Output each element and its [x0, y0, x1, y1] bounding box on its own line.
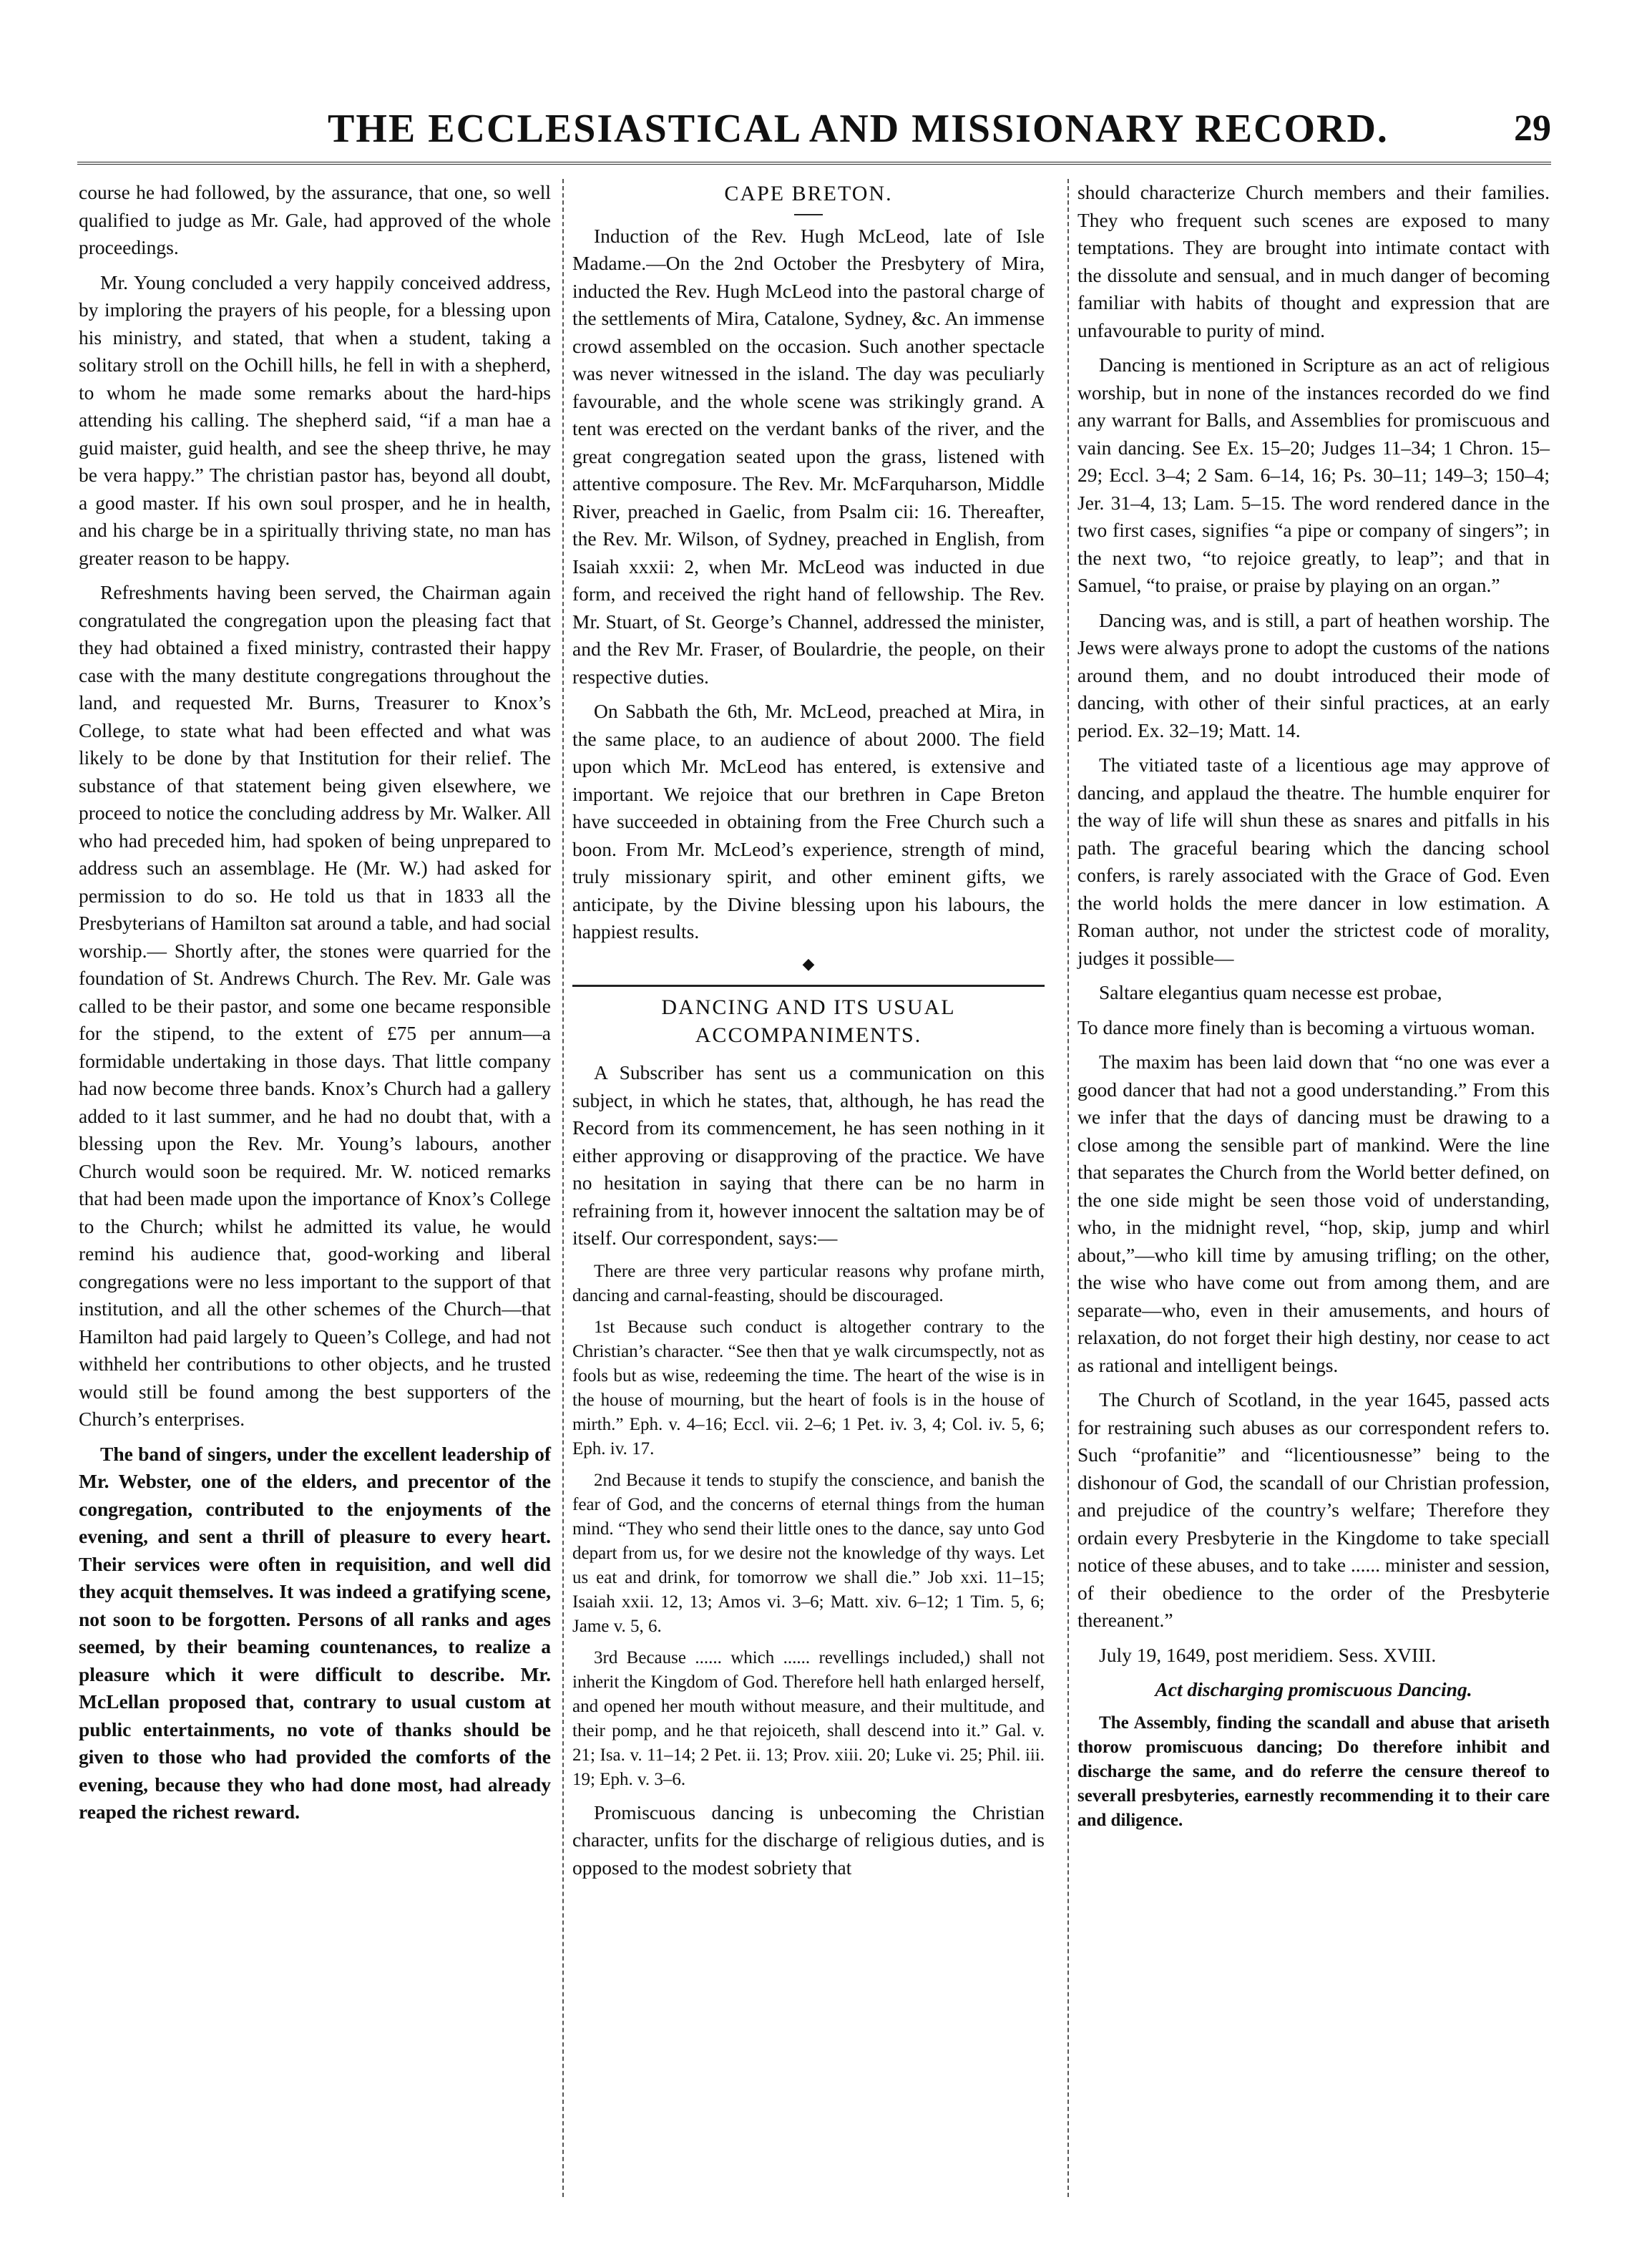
section-heading-cape-breton: CAPE BRETON.: [724, 182, 893, 205]
page-header: [77, 106, 1551, 156]
act-text: The Assembly, finding the scandall and abuse that ariseth thorow promiscuous dancing; Do therefore inhibit and discharge the same, and do referre the censure thereof to severall presbyteries, earnestly recommending it to their care and diligence.: [1077, 1713, 1550, 1830]
paragraph: Dancing was, and is still, a part of heathen worship. The Jews were always prone to adopt the customs of the nations around them, and no doubt introduced their mode of dancing, with other of their sinful practices, at an early period. Ex. 32–19; Matt. 14.: [1077, 608, 1550, 741]
column-separator: [1067, 179, 1069, 2197]
publication-title: THE ECCLESIASTICAL AND MISSIONARY RECORD.: [328, 107, 1389, 151]
section-heading-dancing: DANCING AND ITS USUAL ACCOMPANIMENTS.: [572, 985, 1045, 1049]
paragraph: The maxim has been laid down that “no one was ever a good dancer that had not a good understanding.” From this we infer that the days of dancing must be drawing to a close among the sensible part of mankind. Were the line that separates the Church from the World better defined, on the one side might be seen those void of understanding, who, in the midnight revel, “hop, skip, jump and whirl about,”—who kill time by amusing trifling; on the other, the wise who have come out from among them, and are separate—who, even in their amusements, and hours of relaxation, do not forget their high destiny, nor cease to act as rational and intelligent beings.: [1077, 1051, 1550, 1376]
paragraph: July 19, 1649, post meridiem. Sess. XVIII.: [1099, 1643, 1437, 1666]
paragraph: The Church of Scotland, in the year 1645, passed acts for restraining such abuses as our correspondent refers to. Such “profanitie” and “licentiousnesse” being to the dishonour of God, the scandall of our Christian profession, and prejudice of the country’s welfare; Therefore they ordain every Presbyterie in the Kingdome to take speciall notice of these abuses, and to take ...... minister and session, of their obedience to the order of the Presbyterie thereanent.”: [1077, 1388, 1550, 1631]
section-divider-ornament: ◆: [802, 954, 815, 973]
paragraph: The vitiated taste of a licentious age may approve of dancing, and applaud the theatre. The humble enquirer for the way of life will shun these as snares and pitfalls in his path. The graceful bearing which the dancing school confers, is rarely associated with the Grace of God. Even the world holds the mere dancer in low estimation. A Roman author, not under the strictest code of morality, judges it possible—: [1077, 754, 1550, 969]
paragraph: Dancing is mentioned in Scripture as an act of religious worship, but in none of the instances recorded do we find any warrant for Balls, and Assemblies for promiscuous and vain dancing. See Ex. 15–20; Judges 11–34; 1 Chron. 15–29; Eccl. 3–4; 2 Sam. 6–14, 16; Ps. 30–11; 149–3; 150–4; Jer. 31–4, 13; Lam. 5–15. The word rendered dance in the two first cases, signifies “a pipe or company of singers”; in the next two, “to rejoice greatly, to leap”; and that in Samuel, “to praise, or praise by playing on an organ.”: [1077, 354, 1550, 596]
heading-dash: [794, 214, 823, 215]
column-2: [572, 179, 1045, 1881]
column-3: [1077, 179, 1550, 1833]
paragraph: There are three very particular reasons why profane mirth, dancing and carnal-feasting, should be discouraged.: [572, 1261, 1045, 1305]
paragraph: On Sabbath the 6th, Mr. McLeod, preached at Mira, in the same place, to an audience of about 2000. The field upon which Mr. McLeod has entered, is extensive and important. We rejoice that our brethren in Cape Breton have succeeded in obtaining from the Free Church such a boon. From Mr. McLeod’s experience, strength of mind, truly missionary spirit, and other eminent gifts, we anticipate, by the Divine blessing upon his labours, the happiest results.: [572, 700, 1045, 943]
page-number: 29: [1514, 108, 1551, 149]
column-1: [79, 179, 551, 1826]
paragraph: Refreshments having been served, the Chairman again congratulated the congregation upon the pleasing fact that they had obtained a fixed ministry, contrasted their happy case with the many destitute congregations throughout the land, and requested Mr. Burns, Treasurer to Knox’s College, to state what had been effected and what was likely to be done by that Institution for their relief. The substance of that statement being given elsewhere, we proceed to notice the concluding address by Mr. Walker. All who had preceded him, had spoken of being unprepared to address such an assemblage. He (Mr. W.) had asked for permission to do so. He told us that in 1833 all the Presbyterians of Hamilton sat around a table, and had social worship.— Shortly after, the stones were quarried for the foundation of St. Andrews Church. The Rev. Mr. Gale was called to be their pastor, and some one became responsible for the stipend, to the extent of £75 per annum—a formidable undertaking in those days. That little company had now become three bands. Knox’s Church had a gallery added to it last summer, and he had no doubt that, with a blessing upon the Rev. Mr. Young’s labours, another Church would soon be required. Mr. W. noticed remarks that had been made upon the importance of Knox’s College to the Church; whilst he admitted its value, he would remind his audience that, good-working and liberal congregations were no less important to the support of that institution, and all the other schemes of the Church—that Hamilton had paid largely to Queen’s College, and had not withheld her contributions to other objects, and he trusted would still be found among the best supporters of the Church’s enterprises.: [79, 581, 551, 1430]
paragraph: The band of singers, under the excellent leadership of Mr. Webster, one of the elders, and precentor of the congregation, contributed to the enjoyments of the evening, and sent a thrill of pleasure to every heart. Their services were often in requisition, and well did they acquit themselves. It was indeed a gratifying scene, not soon to be forgotten. Persons of all ranks and ages seemed, by their beaming countenances, to realize a pleasure which it were difficult to describe. Mr. McLellan proposed that, contrary to usual custom at public entertainments, no vote of thanks should be given to those who had provided the comforts of the evening, because they who had done most, had already reaped the richest reward.: [79, 1442, 551, 1823]
paragraph: Mr. Young concluded a very happily conceived address, by imploring the prayers of his people, for a blessing upon his ministry, and stated, that when a student, taking a solitary stroll on the Ochill hills, he fell in with a shepherd, to whom he made some remarks about the hard-hips attending his calling. The shepherd said, “if a man hae a guid maister, guid health, and see the sheep thrive, he may be vera happy.” The christian pastor has, beyond all doubt, a good master. If his own soul prosper, and he in health, and his charge be in a spiritually thriving state, no man has greater reason to be happy.: [79, 271, 551, 569]
paragraph: should characterize Church members and their families. They who frequent such scenes are exposed to many temptations. They are brought into intimate contact with the dissolute and sensual, and in much danger of becoming familiar with habits of thought and expression that are unfavourable to purity of mind.: [1077, 181, 1550, 341]
paragraph: 1st Because such conduct is altogether contrary to the Christian’s character. “See then that ye walk circumspectly, not as fools but as wise, redeeming the time. The heart of the wise is in the house of mourning, but the heart of fools is in the house of mirth.” Eph. v. 4–16; Eccl. vii. 2–6; 1 Pet. iv. 3, 4; Col. iv. 5, 6; Eph. iv. 17.: [572, 1317, 1045, 1458]
latin-quote: Saltare elegantius quam necesse est probae,: [1099, 981, 1442, 1003]
paragraph: course he had followed, by the assurance, that one, so well qualified to judge as Mr. Gale, had approved of the whole proceedings.: [79, 181, 551, 258]
header-rule: [77, 162, 1551, 165]
paragraph: Promiscuous dancing is unbecoming the Christian character, unfits for the discharge of religious duties, and is opposed to the modest sobriety that: [572, 1801, 1045, 1879]
column-separator: [562, 179, 564, 2197]
paragraph: 3rd Because ...... which ...... revellings included,) shall not inherit the Kingdom of God. Therefore hell hath enlarged herself, and opened her mouth without measure, and their multitude, and their pomp, and he that rejoiceth, shall descend into it.” Gal. v. 21; Isa. v. 11–14; 2 Pet. ii. 13; Prov. xiii. 20; Luke vi. 25; Phil. iii. 19; Eph. v. 3–6.: [572, 1647, 1045, 1789]
paragraph: Induction of the Rev. Hugh McLeod, late of Isle Madame.—On the 2nd October the Presbytery of Mira, inducted the Rev. Hugh McLeod into the pastoral charge of the settlements of Mira, Catalone, Sydney, &c. An immense crowd assembled on the occasion. Such another spectacle was never witnessed in the island. The day was peculiarly favourable, and the whole scene was strikingly grand. A tent was erected on the verdant banks of the river, and the great congregation seated upon the grass, listened with attentive composure. The Rev. Mr. McFarquharson, Middle River, preached in Gaelic, from Psalm cii: 16. Thereafter, the Rev. Mr. Wilson, of Sydney, preached in English, from Isaiah xxxii: 2, when Mr. McLeod was inducted in due form, and received the right hand of fellowship. The Rev. Mr. Stuart, of St. George’s Channel, addressed the minister, and the Rev Mr. Fraser, of Boulardrie, the people, on their respective duties.: [572, 224, 1045, 688]
paragraph: 2nd Because it tends to stupify the conscience, and banish the fear of God, and the concerns of eternal things from the human mind. “They who send their little ones to the dance, say unto God depart from us, for we desire not the knowledge of thy ways. Let us eat and drink, for tomorrow we shall die.” Job xxi. 11–15; Isaiah xxii. 12, 13; Amos vi. 3–6; Matt. xiv. 6–12; 1 Tim. 5, 6; Jame v. 5, 6.: [572, 1470, 1045, 1636]
act-title: Act discharging promiscuous Dancing.: [1155, 1678, 1472, 1700]
paragraph: A Subscriber has sent us a communication on this subject, in which he states, that, although, he has read the Record from its commencement, he has seen nothing in it either approving or disapproving of the practice. We have no hesitation in saying that there can be no harm in refraining from it, however innocent the saltation may be of itself. Our correspondent, says:—: [572, 1061, 1045, 1249]
quote-translation: To dance more finely than is becoming a virtuous woman.: [1077, 1016, 1535, 1038]
